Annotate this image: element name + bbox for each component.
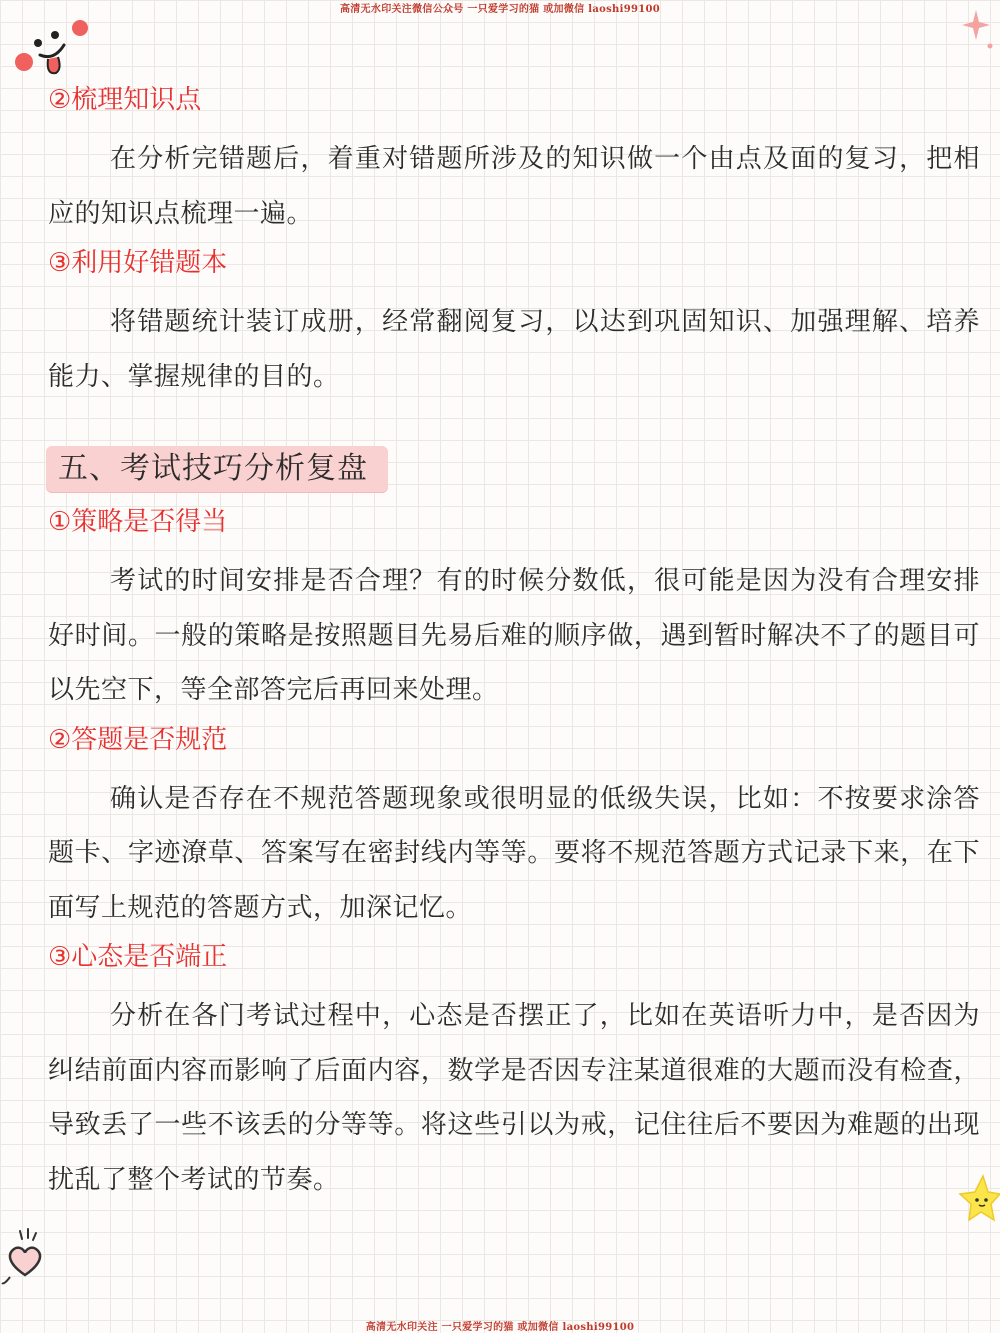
subheading: ①策略是否得当	[48, 507, 228, 537]
list-item	[48, 78, 980, 241]
list-item	[48, 500, 980, 718]
sparkle-icon	[960, 6, 1000, 56]
paragraph: 确认是否存在不规范答题现象或很明显的低级失误，比如：不按要求涂答题卡、字迹潦草、答案写在密封线内等等。要将不规范答题方式记录下来，在下面写上规范的答题方式，加深记忆。	[48, 783, 980, 923]
subheading: ③心态是否端正	[48, 942, 228, 972]
watermark-top: 高清无水印关注微信公众号 一只爱学习的猫 或加微信 laoshi99100	[340, 4, 660, 15]
subheading: ②答题是否规范	[48, 724, 228, 755]
subheading: ③利用好错题本	[48, 248, 228, 278]
paragraph: 分析在各门考试过程中，心态是否摆正了，比如在英语听力中，是否因为纠结前面内容而影响了后面内容，数学是否因专注某道很难的大题而没有检查，导致丢了一些不该丢的分等等。将这些引以为戒，记住往后不要因为难题的出现扰乱了整个考试的节奏。	[48, 1001, 980, 1195]
paragraph: 在分析完错题后，着重对错题所涉及的知识做一个由点及面的复习，把相应的知识点梳理一遍。	[48, 144, 980, 229]
section-title: 五、考试技巧分析复盘	[46, 446, 388, 492]
subheading: ②梳理知识点	[48, 85, 202, 115]
smiley-face-icon	[10, 15, 95, 80]
list-item	[48, 935, 980, 1207]
paragraph: 考试的时间安排是否合理？有的时候分数低，很可能是因为没有合理安排好时间。一般的策略是按照题目先易后难的顺序做，遇到暂时解决不了的题目可以先空下，等全部答完后再回来处理。	[48, 566, 980, 705]
list-item	[48, 718, 980, 936]
watermark-bottom: 高清无水印关注 一只爱学习的猫 或加微信 laoshi99100	[365, 1322, 635, 1333]
list-item	[48, 241, 980, 404]
content	[48, 78, 980, 1207]
heart-icon	[0, 1225, 50, 1290]
paragraph: 将错题统计装订成册，经常翻阅复习，以达到巩固知识、加强理解、培养能力、掌握规律的目的。	[48, 307, 980, 392]
